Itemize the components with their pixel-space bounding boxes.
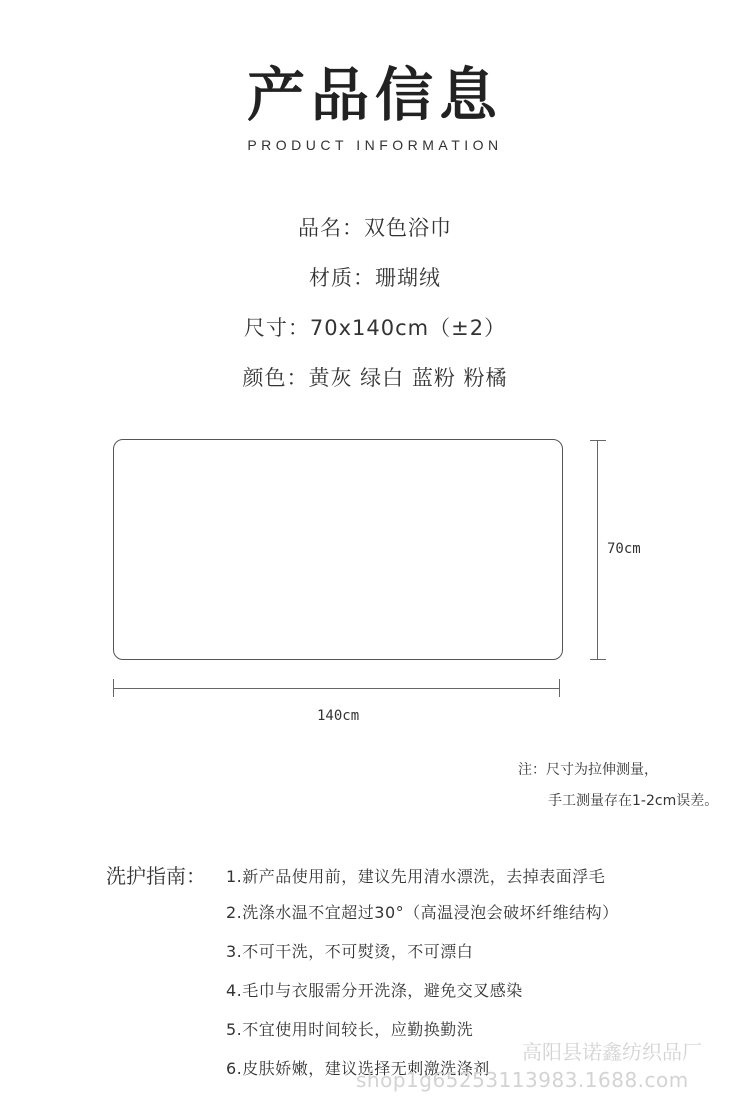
watermark-company: 高阳县诺鑫纺织品厂 <box>522 1040 702 1064</box>
care-item: 1.新产品使用前，建议先用清水漂洗，去掉表面浮毛 <box>226 867 606 886</box>
care-guide-title: 洗护指南： <box>106 864 206 888</box>
care-item: 6.皮肤娇嫩，建议选择无刺激洗涤剂 <box>226 1059 490 1078</box>
height-label: 70cm <box>607 541 641 557</box>
watermark-shop-url: shop1g65253113983.1688.com <box>356 1068 689 1092</box>
page-title: 产品信息 <box>246 61 503 129</box>
care-item: 3.不可干洗，不可熨烫，不可漂白 <box>226 942 474 961</box>
note-line-1: 注：尺寸为拉伸测量， <box>518 762 658 778</box>
product-size: 尺寸：70x140cm（±2） <box>243 316 507 340</box>
care-item: 2.洗涤水温不宜超过30°（高温浸泡会破坏纤维结构） <box>226 903 619 922</box>
product-name: 品名：双色浴巾 <box>298 216 452 240</box>
page-subtitle: PRODUCT INFORMATION <box>247 137 503 153</box>
care-item: 4.毛巾与衣服需分开洗涤，避免交叉感染 <box>226 981 523 1000</box>
towel-outline <box>113 439 563 660</box>
height-dimension-line <box>590 440 606 660</box>
width-label: 140cm <box>317 708 360 724</box>
note-line-2: 手工测量存在1-2cm误差。 <box>548 793 719 809</box>
width-dimension-line <box>113 679 560 697</box>
care-item: 5.不宜使用时间较长，应勤换勤洗 <box>226 1020 474 1039</box>
product-material: 材质：珊瑚绒 <box>309 266 441 290</box>
product-colors: 颜色：黄灰 绿白 蓝粉 粉橘 <box>242 366 508 390</box>
